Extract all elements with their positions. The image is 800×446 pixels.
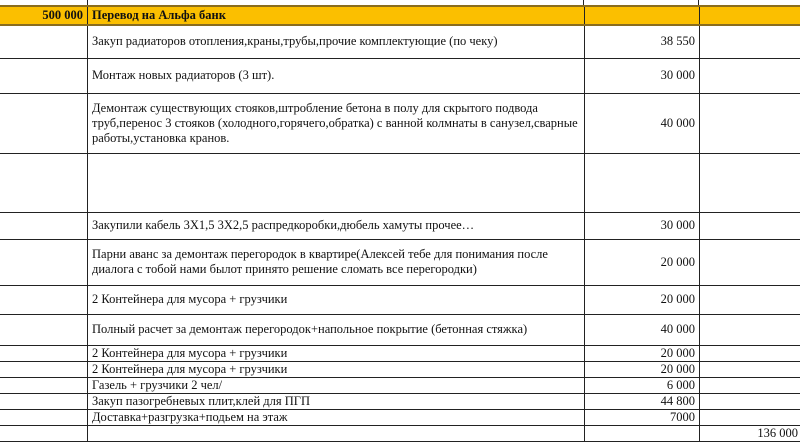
total-row xyxy=(0,425,800,441)
row-total-cell[interactable] xyxy=(700,285,800,314)
row-amount-cell[interactable]: 7000 xyxy=(585,409,700,425)
table-row xyxy=(0,409,800,425)
row-description-cell[interactable]: Демонтаж существующих стояков,штробление бетона в полу для скрытого подвода труб,перенос 3 стояков (холодного,горячего,обратка) с ванной колмнаты в санузел,сварные работы,установка кранов. xyxy=(88,93,585,153)
total-label-cell[interactable] xyxy=(88,425,585,441)
row-description-cell[interactable]: Закуп пазогребневых плит,клей для ПГП xyxy=(88,393,585,409)
row-total-cell[interactable] xyxy=(700,409,800,425)
row-empty-cell[interactable] xyxy=(0,153,88,212)
row-total-cell[interactable] xyxy=(700,58,800,93)
table-row xyxy=(0,58,800,93)
table-row xyxy=(0,314,800,345)
row-description-cell[interactable]: Монтаж новых радиаторов (3 шт). xyxy=(88,58,585,93)
total-amount-empty-cell[interactable] xyxy=(585,425,700,441)
transfer-amount-cell[interactable]: 500 000 xyxy=(0,6,88,25)
expense-table xyxy=(0,5,800,442)
transfer-title-cell[interactable]: Перевод на Альфа банк xyxy=(88,6,585,25)
row-empty-cell[interactable] xyxy=(0,212,88,239)
row-description-cell[interactable]: Закуп радиаторов отопления,краны,трубы,прочие комплектующие (по чеку) xyxy=(88,25,585,58)
row-description-cell[interactable]: 2 Контейнера для мусора + грузчики xyxy=(88,345,585,361)
row-total-cell[interactable] xyxy=(700,153,800,212)
row-empty-cell[interactable] xyxy=(0,393,88,409)
row-total-cell[interactable] xyxy=(700,314,800,345)
header-cell-4[interactable] xyxy=(700,6,800,25)
row-amount-cell[interactable]: 20 000 xyxy=(585,285,700,314)
table-row xyxy=(0,377,800,393)
row-amount-cell[interactable] xyxy=(585,153,700,212)
table-row xyxy=(0,393,800,409)
row-description-cell[interactable] xyxy=(88,153,585,212)
row-total-cell[interactable] xyxy=(700,377,800,393)
table-row xyxy=(0,93,800,153)
row-description-cell[interactable]: 2 Контейнера для мусора + грузчики xyxy=(88,361,585,377)
row-description-cell[interactable]: Парни аванс за демонтаж перегородок в квартире(Алексей тебе для понимания после диалога с тобой нами былот принято решение сломать все перегородки) xyxy=(88,239,585,285)
row-description-cell[interactable]: Полный расчет за демонтаж перегородок+напольное покрытие (бетонная стяжка) xyxy=(88,314,585,345)
table-row xyxy=(0,285,800,314)
total-amount-cell[interactable]: 136 000 xyxy=(700,425,800,441)
table-row xyxy=(0,212,800,239)
row-amount-cell[interactable]: 40 000 xyxy=(585,93,700,153)
row-empty-cell[interactable] xyxy=(0,409,88,425)
table-row xyxy=(0,361,800,377)
row-amount-cell[interactable]: 38 550 xyxy=(585,25,700,58)
row-total-cell[interactable] xyxy=(700,345,800,361)
row-empty-cell[interactable] xyxy=(0,239,88,285)
row-total-cell[interactable] xyxy=(700,361,800,377)
row-amount-cell[interactable]: 44 800 xyxy=(585,393,700,409)
row-total-cell[interactable] xyxy=(700,93,800,153)
row-description-cell[interactable]: Доставка+разгрузка+подьем на этаж xyxy=(88,409,585,425)
row-amount-cell[interactable]: 40 000 xyxy=(585,314,700,345)
row-description-cell[interactable]: Закупили кабель 3Х1,5 3Х2,5 распредкоробки,дюбель хамуты прочее… xyxy=(88,212,585,239)
row-amount-cell[interactable]: 20 000 xyxy=(585,361,700,377)
row-amount-cell[interactable]: 30 000 xyxy=(585,212,700,239)
row-description-cell[interactable]: Газель + грузчики 2 чел/ xyxy=(88,377,585,393)
row-total-cell[interactable] xyxy=(700,239,800,285)
table-row xyxy=(0,153,800,212)
table-row xyxy=(0,25,800,58)
row-amount-cell[interactable]: 30 000 xyxy=(585,58,700,93)
row-amount-cell[interactable]: 20 000 xyxy=(585,239,700,285)
header-cell-3[interactable] xyxy=(585,6,700,25)
total-empty-cell[interactable] xyxy=(0,425,88,441)
row-empty-cell[interactable] xyxy=(0,25,88,58)
row-amount-cell[interactable]: 20 000 xyxy=(585,345,700,361)
row-empty-cell[interactable] xyxy=(0,285,88,314)
row-empty-cell[interactable] xyxy=(0,93,88,153)
expense-sheet xyxy=(0,5,800,442)
header-row xyxy=(0,6,800,25)
row-total-cell[interactable] xyxy=(700,25,800,58)
table-row xyxy=(0,239,800,285)
row-empty-cell[interactable] xyxy=(0,58,88,93)
table-row xyxy=(0,345,800,361)
row-description-cell[interactable]: 2 Контейнера для мусора + грузчики xyxy=(88,285,585,314)
row-empty-cell[interactable] xyxy=(0,345,88,361)
row-empty-cell[interactable] xyxy=(0,361,88,377)
row-total-cell[interactable] xyxy=(700,393,800,409)
row-amount-cell[interactable]: 6 000 xyxy=(585,377,700,393)
row-total-cell[interactable] xyxy=(700,212,800,239)
row-empty-cell[interactable] xyxy=(0,314,88,345)
row-empty-cell[interactable] xyxy=(0,377,88,393)
